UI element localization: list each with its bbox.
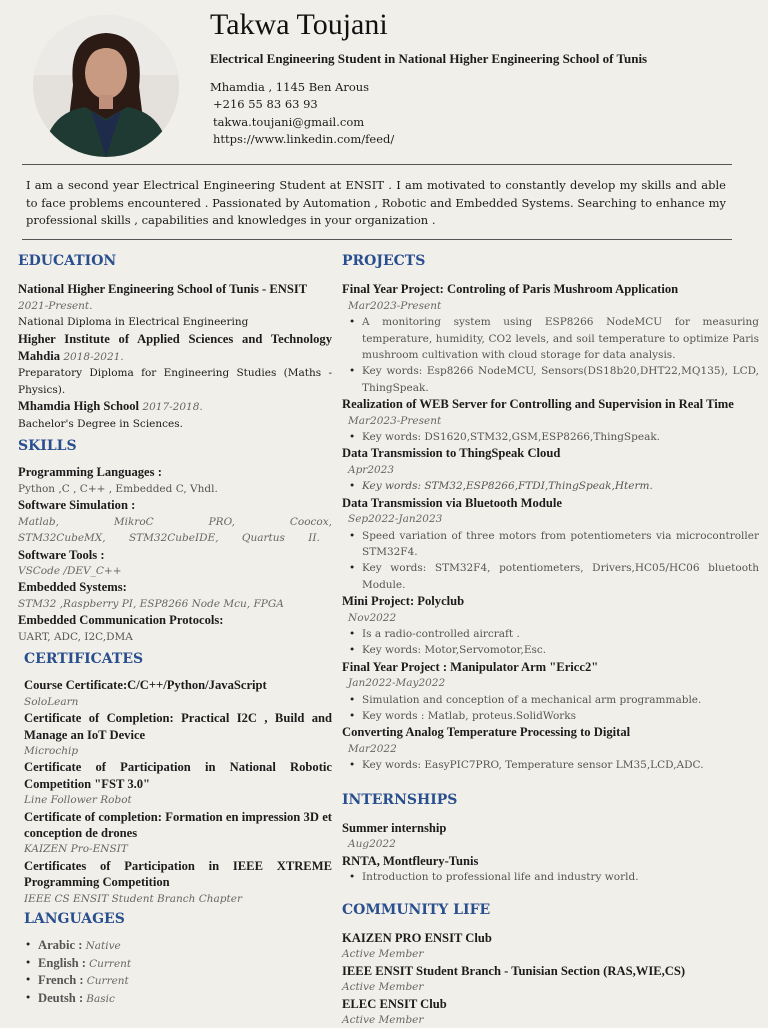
left-column: [18, 253, 332, 1007]
project-dates: Mar2022: [348, 742, 397, 755]
project-name: Data Transmission to ThingSpeak Cloud: [342, 446, 561, 461]
certificate-name: Course Certificate:C/C++/Python/JavaScript: [24, 678, 267, 693]
email-link[interactable]: takwa.toujani@gmail.com: [213, 114, 365, 129]
certificate-issuer: SoloLearn: [24, 695, 79, 708]
skill-label: Programming Languages :: [18, 465, 162, 480]
education-dates: 2018-2021.: [63, 351, 124, 364]
education-dates: 2017-2018.: [142, 401, 203, 414]
skill-value: Matlab, MikroC PRO, Coocox, STM32CubeMX, STM32CubeIDE, Quartus II.: [18, 515, 332, 545]
certificate-name: Certificate of completion: Formation en impression 3D et conception de drones: [24, 809, 332, 840]
project-bullet: • Key words: DS1620,STM32,GSM,ESP8266,ThingSpeak.: [342, 429, 759, 445]
contact-block: [210, 79, 394, 149]
internship-name: Summer internship: [342, 821, 447, 835]
certificates-heading: CERTIFICATES: [24, 650, 144, 667]
projects-heading: PROJECTS: [342, 253, 426, 269]
education-dates: 2021-Present.: [18, 299, 93, 312]
skill-value: Python ,C , C++ , Embedded C, Vhdl.: [18, 482, 218, 495]
project-name: Data Transmission via Bluetooth Module: [342, 495, 562, 510]
project-dates: Sep2022-Jan2023: [348, 513, 443, 526]
education-degree: National Diploma in Electrical Engineering: [18, 316, 249, 329]
project-dates: Jan2022-May2022: [348, 677, 446, 690]
internships-heading: INTERNSHIPS: [342, 791, 458, 808]
skill-label: Software Simulation :: [18, 498, 136, 513]
language-item: • Arabic : Native: [18, 937, 332, 954]
certificate-issuer: Microchip: [24, 744, 79, 757]
skill-value: VSCode /DEV_C++: [18, 564, 122, 577]
address-text: Mhamdia , 1145 Ben Arous: [210, 80, 370, 94]
community-name: ELEC ENSIT Club: [342, 996, 447, 1011]
community-heading: COMMUNITY LIFE: [342, 901, 491, 918]
project-bullet: • Key words: STM32F4, potentiometers, Drivers,HC05/HC06 bluetooth Module.: [342, 560, 759, 593]
project-bullet: • A monitoring system using ESP8266 NodeMCU for measuring temperature, humidity, CO2 levels, and soil temperature to optimize Paris mushroom cultivation with cloud storage for data analysis.: [342, 314, 759, 363]
project-dates: Mar2023-Present: [348, 299, 442, 312]
internship-bullet: • Introduction to professional life and industry world.: [342, 869, 759, 885]
project-bullet: • Speed variation of three motors from potentiometers via microcontroller STM32F4.: [342, 528, 759, 561]
language-item: • English : Current: [18, 955, 332, 972]
certificate-name: Certificate of Completion: Practical I2C , Build and Manage an IoT Device: [24, 711, 332, 742]
certificate-issuer: Line Follower Robot: [24, 794, 132, 807]
certificate-issuer: KAIZEN Pro-ENSIT: [24, 843, 128, 856]
project-bullet: • Key words: Motor,Servomotor,Esc.: [342, 642, 759, 658]
skills-heading: SKILLS: [18, 438, 77, 455]
project-name: Realization of WEB Server for Controlling and Supervision in Real Time: [342, 397, 734, 412]
skill-label: Embedded Systems:: [18, 580, 127, 595]
languages-heading: LANGUAGES: [24, 911, 125, 928]
language-item: • French : Current: [18, 972, 332, 989]
profile-photo: [33, 15, 179, 157]
education-school: Mhamdia High School: [18, 399, 140, 414]
linkedin-link[interactable]: https://www.linkedin.com/feed/: [213, 132, 395, 147]
community-name: IEEE ENSIT Student Branch - Tunisian Section (RAS,WIE,CS): [342, 963, 686, 978]
skill-label: Embedded Communication Protocols:: [18, 613, 224, 628]
certificate-issuer: IEEE CS ENSIT Student Branch Chapter: [24, 892, 242, 905]
project-bullet: • Simulation and conception of a mechanical arm programmable.: [342, 692, 759, 708]
education-school: National Higher Engineering School of Tunis - ENSIT: [18, 282, 308, 297]
divider-bottom: [22, 239, 732, 240]
project-dates: Mar2023-Present: [348, 414, 442, 427]
profile-photo-image: [33, 15, 179, 157]
project-name: Final Year Project : Manipulator Arm "Ericc2": [342, 659, 599, 674]
languages-list: [18, 937, 332, 1007]
skill-value: UART, ADC, I2C,DMA: [18, 630, 133, 643]
education-degree: Bachelor's Degree in Sciences.: [18, 417, 183, 430]
project-name: Converting Analog Temperature Processing to Digital: [342, 725, 631, 740]
project-dates: Apr2023: [348, 463, 395, 476]
certificate-name: Certificate of Participation in National Robotic Competition "FST 3.0": [24, 760, 332, 791]
internship-company: RNTA, Montfleury-Tunis: [342, 853, 479, 868]
community-role: Active Member: [342, 1014, 424, 1027]
project-dates: Nov2022: [348, 611, 397, 624]
education-heading: EDUCATION: [18, 253, 117, 269]
project-bullet: • Is a radio-controlled aircraft .: [342, 626, 759, 642]
skill-value: STM32 ,Raspberry PI, ESP8266 Node Mcu, FPGA: [18, 597, 284, 610]
language-item: • Deutsh : Basic: [18, 990, 332, 1007]
project-bullet: • Key words: Esp8266 NodeMCU, Sensors(DS18b20,DHT22,MQ135), LCD, ThingSpeak.: [342, 363, 759, 396]
certificate-name: Certificates of Participation in IEEE XTREME Programming Competition: [24, 858, 332, 890]
divider-top: [22, 164, 732, 165]
internship-dates: Aug2022: [348, 838, 396, 851]
community-role: Active Member: [342, 948, 424, 961]
candidate-name: Takwa Toujani: [210, 8, 388, 41]
phone-text: +216 55 83 63 93: [213, 97, 318, 112]
project-name: Mini Project: Polyclub: [342, 594, 465, 609]
profile-summary: I am a second year Electrical Engineering Student at ENSIT . I am motivated to constantly develop my skills and able to face problems encountered . Passionated by Automation , Robotic and Embedded Systems. Searching to enhance my professional skills , capabilities and knowledges in your organization .: [26, 178, 726, 228]
education-degree: Preparatory Diploma for Engineering Studies (Maths - Physics).: [18, 367, 332, 396]
education-school: Higher Institute of Applied Sciences and Technology Mahdia: [18, 331, 332, 364]
community-name: KAIZEN PRO ENSIT Club: [342, 931, 492, 946]
candidate-subtitle: Electrical Engineering Student in National Higher Engineering School of Tunis: [210, 51, 648, 66]
community-role: Active Member: [342, 981, 424, 994]
project-bullet: • Key words: STM32,ESP8266,FTDI,ThingSpeak,Hterm.: [342, 478, 759, 494]
skill-label: Software Tools :: [18, 547, 105, 562]
project-bullet: • Key words : Matlab, proteus.SolidWorks: [342, 708, 759, 724]
right-column: [342, 253, 759, 1028]
project-name: Final Year Project: Controling of Paris Mushroom Application: [342, 282, 679, 297]
project-bullet: • Key words: EasyPIC7PRO, Temperature sensor LM35,LCD,ADC.: [342, 757, 759, 773]
